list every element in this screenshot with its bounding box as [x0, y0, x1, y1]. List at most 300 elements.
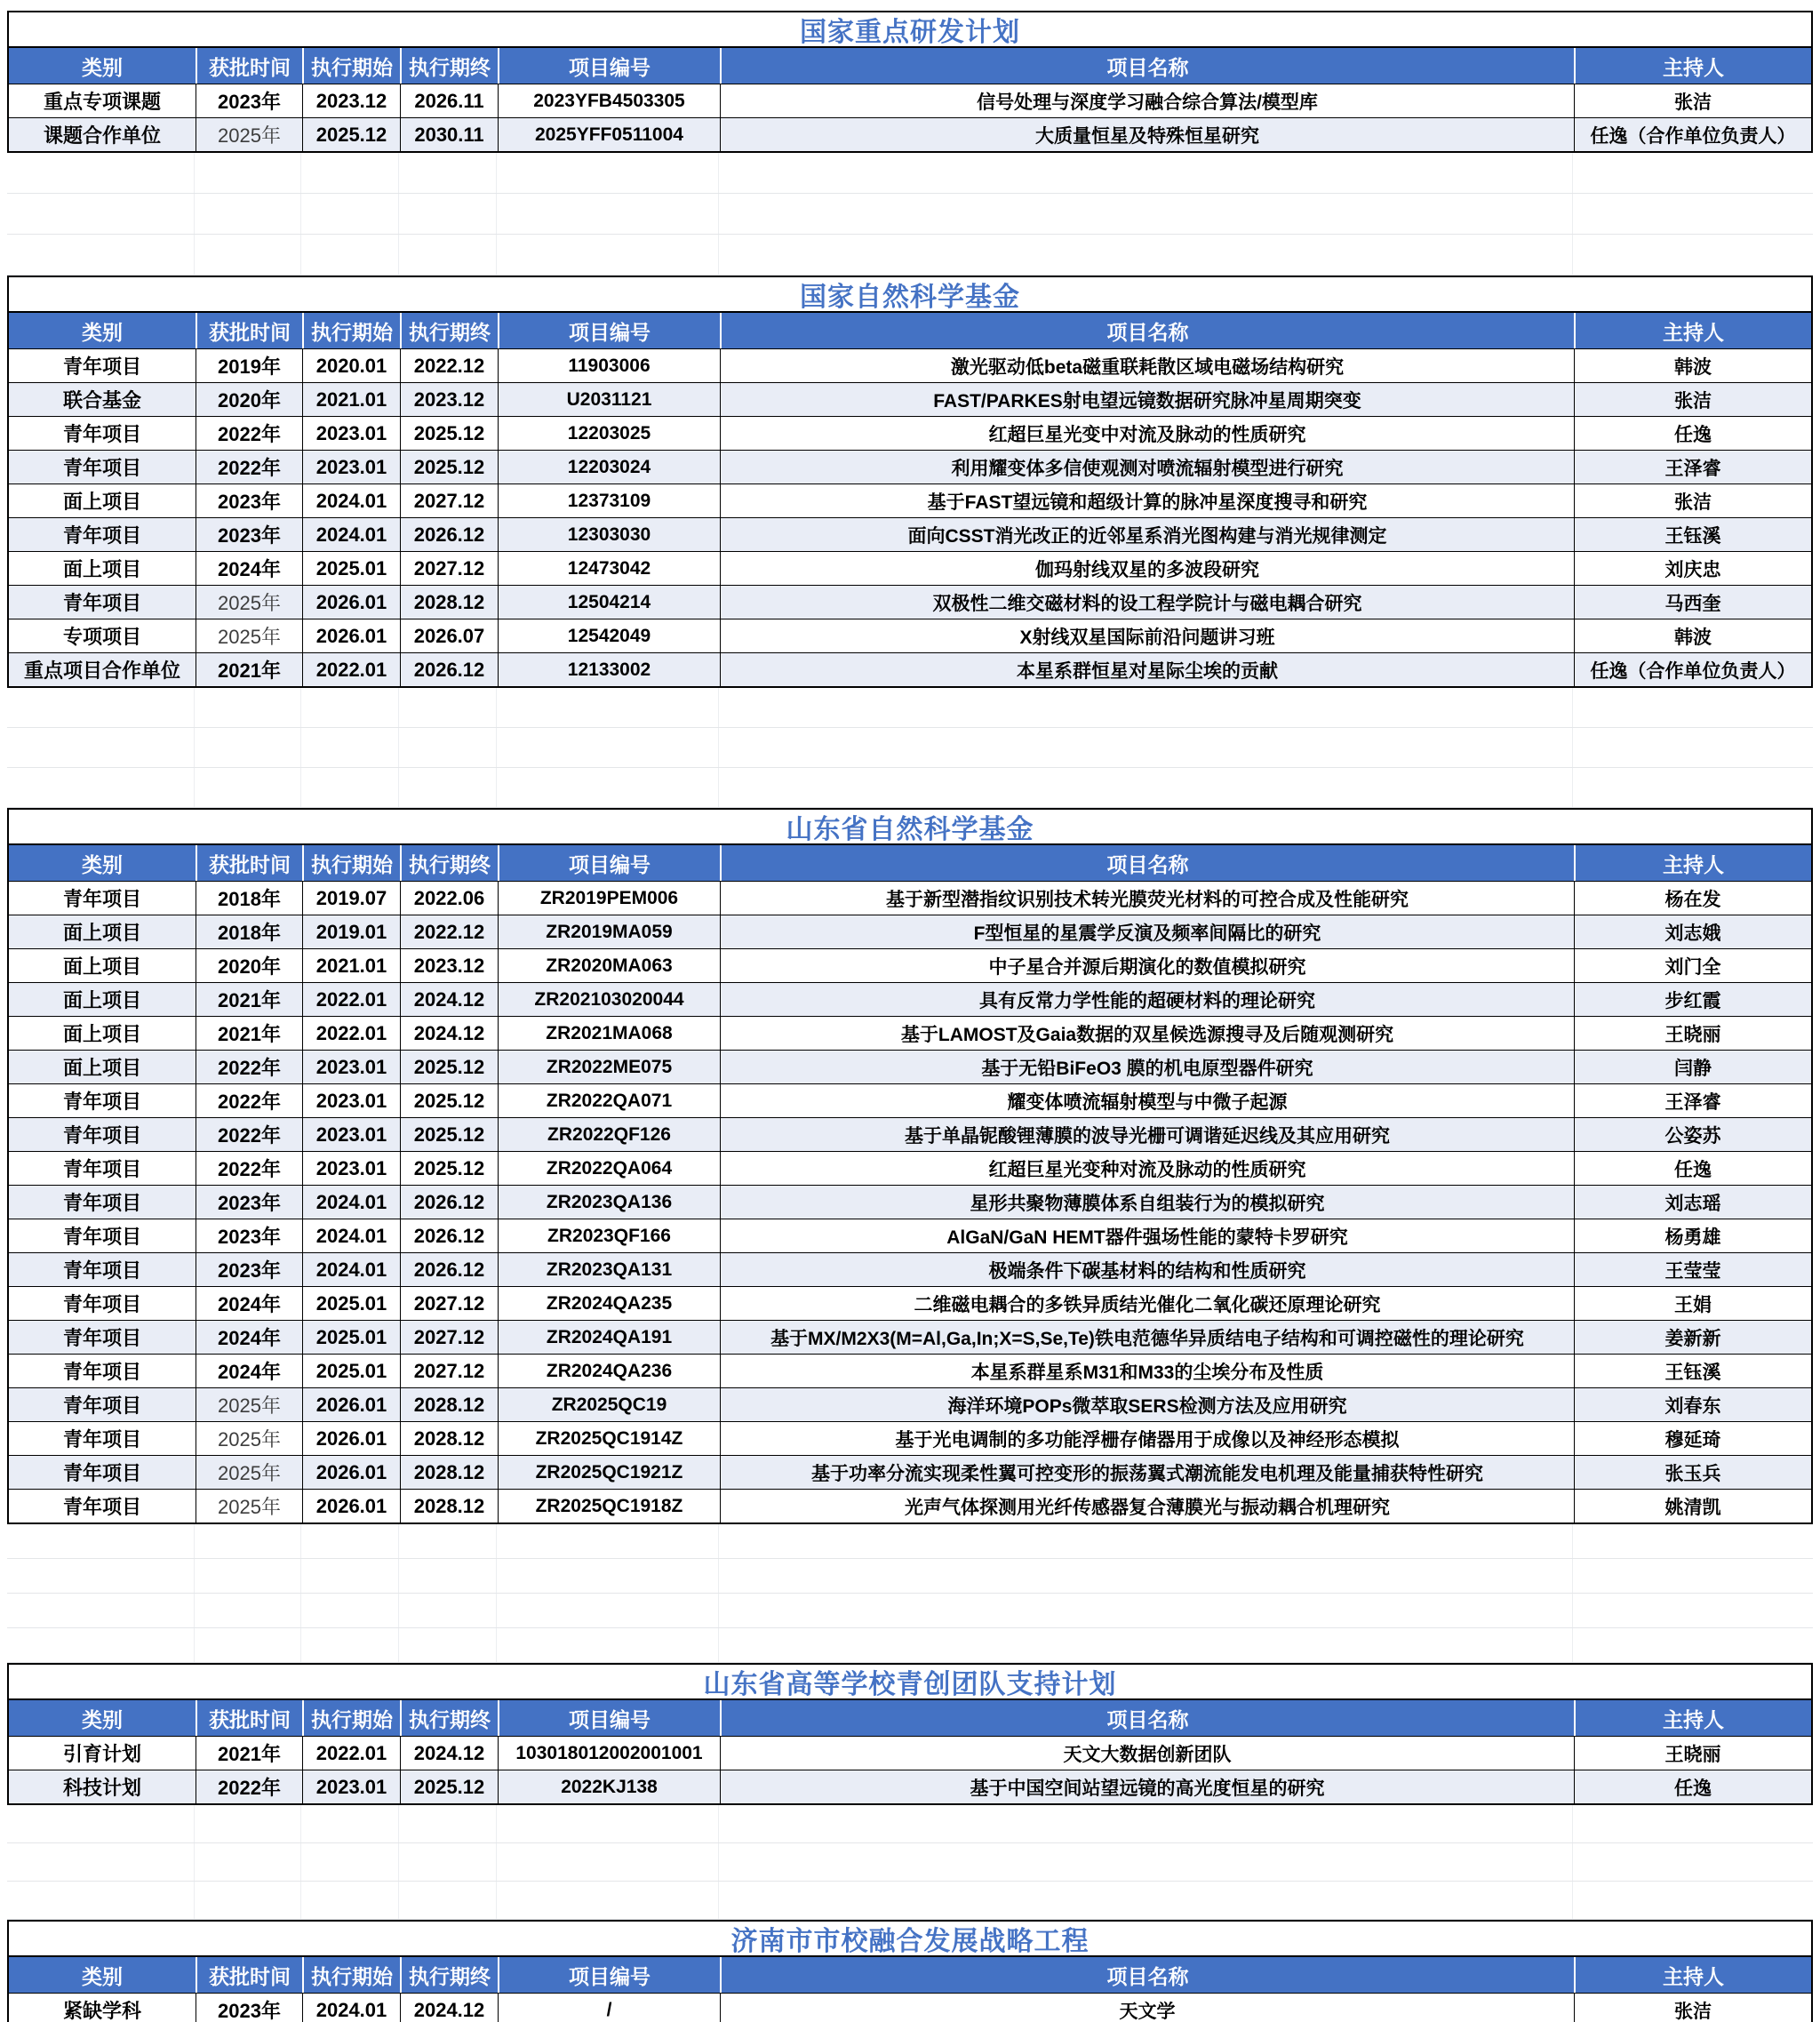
cell[interactable]: 张洁 [1574, 84, 1811, 117]
cell[interactable]: 张洁 [1574, 1994, 1811, 2022]
cell[interactable]: 2025.12 [400, 1152, 498, 1185]
cell[interactable]: 2026.12 [400, 1253, 498, 1286]
cell[interactable]: 面上项目 [62, 491, 141, 513]
empty-cell[interactable] [300, 153, 398, 193]
empty-cell[interactable] [718, 728, 1572, 767]
column-header[interactable]: 执行期终 [400, 48, 498, 84]
empty-cell[interactable] [496, 688, 718, 727]
empty-cell[interactable] [300, 235, 398, 275]
empty-cell[interactable] [194, 1882, 300, 1919]
empty-cell[interactable] [300, 728, 398, 767]
empty-cell[interactable] [398, 688, 496, 727]
cell[interactable]: ZR2022QF126 [498, 1118, 720, 1151]
cell[interactable]: X射线双星国际前沿问题讲习班 [720, 619, 1574, 652]
cell[interactable]: 任逸 [1574, 1152, 1811, 1185]
empty-cell[interactable] [718, 1559, 1572, 1593]
cell[interactable]: 青年项目 [62, 423, 141, 445]
cell[interactable]: 2022.12 [400, 915, 498, 948]
cell[interactable]: 2025.12 [400, 1770, 498, 1803]
cell[interactable]: 2023年 [196, 1219, 302, 1252]
cell[interactable]: 12203024 [498, 451, 720, 484]
section-title[interactable]: 山东省高等学校青创团队支持计划 [9, 1665, 1811, 1700]
cell[interactable]: 11903006 [498, 349, 720, 382]
cell[interactable]: 12504214 [498, 586, 720, 619]
cell[interactable]: U2031121 [498, 383, 720, 416]
cell[interactable]: 2025年 [196, 619, 302, 652]
cell[interactable]: 2024.01 [302, 1219, 400, 1252]
cell[interactable]: 王泽睿 [1574, 451, 1811, 484]
empty-cell[interactable] [718, 153, 1572, 193]
cell[interactable]: ZR2022QA064 [498, 1152, 720, 1185]
empty-cell[interactable] [300, 1559, 398, 1593]
cell[interactable]: 2026.12 [400, 518, 498, 551]
empty-cell[interactable] [496, 1524, 718, 1558]
cell[interactable]: 联合基金 [62, 389, 141, 412]
cell[interactable]: 2025年 [196, 1490, 302, 1522]
empty-cell[interactable] [718, 1882, 1572, 1919]
empty-cell[interactable] [7, 1843, 194, 1881]
cell[interactable]: 穆延琦 [1574, 1422, 1811, 1455]
cell[interactable]: ZR2019PEM006 [498, 882, 720, 915]
empty-cell[interactable] [300, 1882, 398, 1919]
cell[interactable]: 2023.12 [302, 84, 400, 117]
cell[interactable]: 科技计划 [62, 1777, 141, 1799]
cell[interactable]: 2025.12 [400, 451, 498, 484]
empty-cell[interactable] [7, 1805, 194, 1842]
column-header[interactable]: 获批时间 [196, 48, 302, 84]
cell[interactable]: 2024.01 [302, 1186, 400, 1219]
cell[interactable]: 面上项目 [62, 1023, 141, 1045]
cell[interactable]: 2023YFB4503305 [498, 84, 720, 117]
cell[interactable]: 2025年 [196, 1422, 302, 1455]
cell[interactable]: 姜新新 [1574, 1321, 1811, 1354]
empty-cell[interactable] [1572, 235, 1809, 275]
cell[interactable]: 青年项目 [62, 1293, 141, 1315]
cell[interactable]: ZR2020MA063 [498, 949, 720, 982]
cell[interactable]: 青年项目 [62, 1462, 141, 1484]
cell[interactable]: 青年项目 [62, 888, 141, 910]
cell[interactable]: 2025.12 [302, 118, 400, 151]
column-header[interactable]: 主持人 [1574, 1957, 1811, 1993]
cell[interactable]: 青年项目 [62, 1327, 141, 1349]
column-header[interactable]: 类别 [82, 852, 123, 876]
cell[interactable]: 2024.01 [302, 1253, 400, 1286]
empty-cell[interactable] [194, 153, 300, 193]
cell[interactable]: 2022年 [196, 1152, 302, 1185]
cell[interactable]: 韩波 [1574, 619, 1811, 652]
empty-cell[interactable] [718, 688, 1572, 727]
empty-cell[interactable] [300, 768, 398, 807]
column-header[interactable]: 项目编号 [498, 1957, 720, 1993]
cell[interactable]: 刘志瑶 [1574, 1186, 1811, 1219]
empty-cell[interactable] [300, 1843, 398, 1881]
column-header[interactable]: 主持人 [1574, 845, 1811, 881]
cell[interactable]: 本星系群星系M31和M33的尘埃分布及性质 [720, 1355, 1574, 1387]
cell[interactable]: 2030.11 [400, 118, 498, 151]
empty-cell[interactable] [496, 153, 718, 193]
cell[interactable]: 张洁 [1574, 484, 1811, 517]
empty-cell[interactable] [718, 1524, 1572, 1558]
empty-cell[interactable] [718, 235, 1572, 275]
cell[interactable]: 2026.11 [400, 84, 498, 117]
cell[interactable]: 2024年 [196, 1287, 302, 1320]
cell[interactable]: 2021年 [196, 1017, 302, 1050]
cell[interactable]: 基于功率分流实现柔性翼可控变形的振荡翼式潮流能发电机理及能量捕获特性研究 [720, 1456, 1574, 1489]
column-header[interactable]: 项目名称 [720, 48, 1574, 84]
cell[interactable]: 2021年 [196, 653, 302, 686]
cell[interactable]: 青年项目 [62, 1192, 141, 1214]
cell[interactable]: 2024.01 [302, 1994, 400, 2022]
cell[interactable]: ZR2021MA068 [498, 1017, 720, 1050]
cell[interactable]: ZR2022ME075 [498, 1051, 720, 1083]
column-header[interactable]: 执行期终 [400, 1700, 498, 1736]
empty-cell[interactable] [1572, 1843, 1809, 1881]
cell[interactable]: 2024.01 [302, 518, 400, 551]
cell[interactable]: 王泽睿 [1574, 1084, 1811, 1117]
cell[interactable]: 基于中国空间站望远镜的高光度恒星的研究 [720, 1770, 1574, 1803]
cell[interactable]: 2024.12 [400, 1994, 498, 2022]
column-header[interactable]: 主持人 [1574, 313, 1811, 348]
empty-cell[interactable] [7, 1524, 194, 1558]
cell[interactable]: ZR2023QA136 [498, 1186, 720, 1219]
empty-cell[interactable] [194, 1594, 300, 1627]
empty-cell[interactable] [398, 153, 496, 193]
empty-cell[interactable] [718, 1843, 1572, 1881]
cell[interactable]: 基于MX/M2X3(M=Al,Ga,In;X=S,Se,Te)铁电范德华异质结电子结构和可调控磁性的理论研究 [720, 1321, 1574, 1354]
column-header[interactable]: 获批时间 [196, 1957, 302, 1993]
cell[interactable]: 2022KJ138 [498, 1770, 720, 1803]
cell[interactable]: 2023年 [196, 1994, 302, 2022]
empty-cell[interactable] [398, 1843, 496, 1881]
cell[interactable]: 2022年 [196, 1084, 302, 1117]
cell[interactable]: 张洁 [1574, 383, 1811, 416]
column-header[interactable]: 类别 [82, 1964, 123, 1988]
cell[interactable]: 刘春东 [1574, 1388, 1811, 1421]
cell[interactable]: 刘庆忠 [1574, 552, 1811, 585]
cell[interactable]: 王钰溪 [1574, 1355, 1811, 1387]
empty-cell[interactable] [300, 194, 398, 234]
cell[interactable]: 红超巨星光变种对流及脉动的性质研究 [720, 1152, 1574, 1185]
cell[interactable]: 2026.07 [400, 619, 498, 652]
cell[interactable]: 2025.12 [400, 1084, 498, 1117]
empty-cell[interactable] [398, 768, 496, 807]
cell[interactable]: 青年项目 [62, 1091, 141, 1113]
cell[interactable]: 2019.01 [302, 915, 400, 948]
section-title[interactable]: 国家重点研发计划 [9, 12, 1811, 48]
cell[interactable]: 2026.01 [302, 1388, 400, 1421]
cell[interactable]: 2022.06 [400, 882, 498, 915]
cell[interactable]: 2021.01 [302, 949, 400, 982]
cell[interactable]: 2022年 [196, 1051, 302, 1083]
column-header[interactable]: 项目名称 [720, 1700, 1574, 1736]
cell[interactable]: 2018年 [196, 915, 302, 948]
cell[interactable]: 2025.01 [302, 1321, 400, 1354]
empty-cell[interactable] [1572, 1628, 1809, 1662]
cell[interactable]: 2027.12 [400, 484, 498, 517]
cell[interactable]: 2023年 [196, 1186, 302, 1219]
empty-cell[interactable] [1572, 1524, 1809, 1558]
cell[interactable]: 激光驱动低beta磁重联耗散区域电磁场结构研究 [720, 349, 1574, 382]
cell[interactable]: 基于新型潜指纹识别技术转光膜荧光材料的可控合成及性能研究 [720, 882, 1574, 915]
cell[interactable]: 双极性二维交磁材料的设工程学院计与磁电耦合研究 [720, 586, 1574, 619]
empty-cell[interactable] [194, 1628, 300, 1662]
cell[interactable]: 青年项目 [62, 1395, 141, 1417]
cell[interactable]: 2023年 [196, 518, 302, 551]
empty-cell[interactable] [398, 1628, 496, 1662]
empty-cell[interactable] [496, 1559, 718, 1593]
cell[interactable]: 基于LAMOST及Gaia数据的双星候选源搜寻及后随观测研究 [720, 1017, 1574, 1050]
cell[interactable]: 2026.01 [302, 1490, 400, 1522]
cell[interactable]: 刘门全 [1574, 949, 1811, 982]
cell[interactable]: 任逸（合作单位负责人） [1574, 118, 1811, 151]
cell[interactable]: 青年项目 [62, 1158, 141, 1180]
cell[interactable]: 紧缺学科 [62, 2000, 141, 2022]
cell[interactable]: 2026.01 [302, 619, 400, 652]
cell[interactable]: ZR2025QC1914Z [498, 1422, 720, 1455]
column-header[interactable]: 获批时间 [196, 1700, 302, 1736]
cell[interactable]: 步红霞 [1574, 983, 1811, 1016]
cell[interactable]: 公姿苏 [1574, 1118, 1811, 1151]
column-header[interactable]: 项目名称 [720, 845, 1574, 881]
cell[interactable]: 2019年 [196, 349, 302, 382]
cell[interactable]: 基于光电调制的多功能浮栅存储器用于成像以及神经形态模拟 [720, 1422, 1574, 1455]
empty-cell[interactable] [1572, 1882, 1809, 1919]
empty-cell[interactable] [7, 153, 194, 193]
empty-cell[interactable] [1572, 688, 1809, 727]
cell[interactable]: 青年项目 [62, 1226, 141, 1248]
cell[interactable]: 任逸 [1574, 417, 1811, 450]
cell[interactable]: F型恒星的星震学反演及频率间隔比的研究 [720, 915, 1574, 948]
cell[interactable]: 光声气体探测用光纤传感器复合薄膜光与振动耦合机理研究 [720, 1490, 1574, 1522]
column-header[interactable]: 主持人 [1574, 48, 1811, 84]
cell[interactable]: 2024年 [196, 1321, 302, 1354]
cell[interactable]: 具有反常力学性能的超硬材料的理论研究 [720, 983, 1574, 1016]
empty-cell[interactable] [496, 1843, 718, 1881]
cell[interactable]: 青年项目 [62, 457, 141, 479]
empty-cell[interactable] [496, 1805, 718, 1842]
cell[interactable]: 2018年 [196, 882, 302, 915]
section-title[interactable]: 济南市市校融合发展战略工程 [9, 1922, 1811, 1957]
empty-cell[interactable] [7, 768, 194, 807]
cell[interactable]: 基于FAST望远镜和超级计算的脉冲星深度搜寻和研究 [720, 484, 1574, 517]
column-header[interactable]: 项目编号 [498, 845, 720, 881]
cell[interactable]: 12473042 [498, 552, 720, 585]
section-title[interactable]: 山东省自然科学基金 [9, 810, 1811, 845]
cell[interactable]: 2020年 [196, 949, 302, 982]
cell[interactable]: 面上项目 [62, 922, 141, 944]
cell[interactable]: 马西奎 [1574, 586, 1811, 619]
column-header[interactable]: 类别 [82, 320, 123, 344]
empty-cell[interactable] [398, 728, 496, 767]
cell[interactable]: 青年项目 [62, 1124, 141, 1147]
column-header[interactable]: 执行期始 [302, 1700, 400, 1736]
empty-cell[interactable] [398, 194, 496, 234]
cell[interactable]: 2025年 [196, 1388, 302, 1421]
empty-cell[interactable] [1572, 768, 1809, 807]
empty-cell[interactable] [194, 235, 300, 275]
cell[interactable]: 2028.12 [400, 1388, 498, 1421]
cell[interactable]: 2023.01 [302, 1084, 400, 1117]
cell[interactable]: FAST/PARKES射电望远镜数据研究脉冲星周期突变 [720, 383, 1574, 416]
cell[interactable]: 王钰溪 [1574, 518, 1811, 551]
cell[interactable]: 2023.01 [302, 1770, 400, 1803]
empty-cell[interactable] [194, 728, 300, 767]
cell[interactable]: 任逸（合作单位负责人） [1574, 653, 1811, 686]
cell[interactable]: 2027.12 [400, 1287, 498, 1320]
cell[interactable]: 韩波 [1574, 349, 1811, 382]
empty-cell[interactable] [496, 728, 718, 767]
empty-cell[interactable] [194, 688, 300, 727]
empty-cell[interactable] [496, 1628, 718, 1662]
cell[interactable]: 面上项目 [62, 955, 141, 978]
cell[interactable]: 2028.12 [400, 586, 498, 619]
cell[interactable]: 青年项目 [62, 1496, 141, 1518]
empty-cell[interactable] [300, 1524, 398, 1558]
empty-cell[interactable] [194, 194, 300, 234]
cell[interactable]: 2026.01 [302, 1456, 400, 1489]
empty-cell[interactable] [1572, 194, 1809, 234]
cell[interactable]: 王莹莹 [1574, 1253, 1811, 1286]
empty-cell[interactable] [300, 1805, 398, 1842]
cell[interactable]: 2028.12 [400, 1422, 498, 1455]
cell[interactable]: 2025.01 [302, 552, 400, 585]
cell[interactable]: 2022.01 [302, 653, 400, 686]
cell[interactable]: 2026.01 [302, 1422, 400, 1455]
cell[interactable]: 2026.12 [400, 1186, 498, 1219]
cell[interactable]: 2025.12 [400, 417, 498, 450]
empty-cell[interactable] [7, 1628, 194, 1662]
cell[interactable]: 12542049 [498, 619, 720, 652]
cell[interactable]: 2023年 [196, 84, 302, 117]
cell[interactable]: 刘志娥 [1574, 915, 1811, 948]
cell[interactable]: 2021年 [196, 983, 302, 1016]
cell[interactable]: AlGaN/GaN HEMT器件强场性能的蒙特卡罗研究 [720, 1219, 1574, 1252]
empty-cell[interactable] [1572, 1594, 1809, 1627]
cell[interactable]: 2026.12 [400, 1219, 498, 1252]
cell[interactable]: ZR202103020044 [498, 983, 720, 1016]
empty-cell[interactable] [194, 1559, 300, 1593]
cell[interactable]: 中子星合并源后期演化的数值模拟研究 [720, 949, 1574, 982]
empty-cell[interactable] [7, 194, 194, 234]
empty-cell[interactable] [300, 1594, 398, 1627]
cell[interactable]: 王晓丽 [1574, 1017, 1811, 1050]
empty-cell[interactable] [398, 1805, 496, 1842]
empty-cell[interactable] [194, 1843, 300, 1881]
cell[interactable]: 课题合作单位 [43, 124, 161, 147]
column-header[interactable]: 执行期始 [302, 313, 400, 348]
cell[interactable]: 2023.12 [400, 949, 498, 982]
empty-cell[interactable] [398, 235, 496, 275]
empty-cell[interactable] [718, 1805, 1572, 1842]
empty-cell[interactable] [1572, 153, 1809, 193]
cell[interactable]: 基于单晶铌酸锂薄膜的波导光栅可调谐延迟线及其应用研究 [720, 1118, 1574, 1151]
cell[interactable]: ZR2022QA071 [498, 1084, 720, 1117]
cell[interactable]: 2027.12 [400, 1355, 498, 1387]
column-header[interactable]: 执行期始 [302, 1957, 400, 1993]
empty-cell[interactable] [7, 1882, 194, 1919]
cell[interactable]: 12373109 [498, 484, 720, 517]
cell[interactable]: 伽玛射线双星的多波段研究 [720, 552, 1574, 585]
cell[interactable]: 2025年 [196, 118, 302, 151]
empty-cell[interactable] [194, 768, 300, 807]
cell[interactable]: 2027.12 [400, 552, 498, 585]
cell[interactable]: 重点项目合作单位 [23, 659, 180, 682]
column-header[interactable]: 主持人 [1574, 1700, 1811, 1736]
column-header[interactable]: 执行期终 [400, 845, 498, 881]
cell[interactable]: 12303030 [498, 518, 720, 551]
cell[interactable]: 杨在发 [1574, 882, 1811, 915]
cell[interactable]: 2022年 [196, 1770, 302, 1803]
cell[interactable]: 王娟 [1574, 1287, 1811, 1320]
column-header[interactable]: 执行期终 [400, 313, 498, 348]
column-header[interactable]: 类别 [82, 1707, 123, 1731]
cell[interactable]: 2023.01 [302, 1152, 400, 1185]
cell[interactable]: 青年项目 [62, 524, 141, 547]
empty-cell[interactable] [300, 1628, 398, 1662]
cell[interactable]: 信号处理与深度学习融合综合算法/模型库 [720, 84, 1574, 117]
cell[interactable]: 2022.01 [302, 983, 400, 1016]
cell[interactable]: ZR2024QA235 [498, 1287, 720, 1320]
empty-cell[interactable] [398, 1594, 496, 1627]
empty-cell[interactable] [718, 194, 1572, 234]
cell[interactable]: 2028.12 [400, 1490, 498, 1522]
cell[interactable]: 2026.01 [302, 586, 400, 619]
cell[interactable]: ZR2024QA236 [498, 1355, 720, 1387]
empty-cell[interactable] [496, 1882, 718, 1919]
column-header[interactable]: 项目编号 [498, 313, 720, 348]
cell[interactable]: ZR2025QC1918Z [498, 1490, 720, 1522]
empty-cell[interactable] [496, 1594, 718, 1627]
cell[interactable]: 2023.01 [302, 1118, 400, 1151]
cell[interactable]: ZR2023QA131 [498, 1253, 720, 1286]
empty-cell[interactable] [194, 1805, 300, 1842]
empty-cell[interactable] [496, 235, 718, 275]
cell[interactable]: 基于无铅BiFeO3 膜的机电原型器件研究 [720, 1051, 1574, 1083]
cell[interactable]: 2023.12 [400, 383, 498, 416]
cell[interactable]: 12203025 [498, 417, 720, 450]
empty-cell[interactable] [194, 1524, 300, 1558]
cell[interactable]: 红超巨星光变中对流及脉动的性质研究 [720, 417, 1574, 450]
cell[interactable]: 2025年 [196, 1456, 302, 1489]
cell[interactable]: 张玉兵 [1574, 1456, 1811, 1489]
cell[interactable]: 2022.01 [302, 1737, 400, 1770]
empty-cell[interactable] [1572, 1805, 1809, 1842]
empty-cell[interactable] [398, 1882, 496, 1919]
cell[interactable]: 闫静 [1574, 1051, 1811, 1083]
cell[interactable]: 面向CSST消光改正的近邻星系消光图构建与消光规律测定 [720, 518, 1574, 551]
cell[interactable]: 二维磁电耦合的多铁异质结光催化二氧化碳还原理论研究 [720, 1287, 1574, 1320]
cell[interactable]: 2025YFF0511004 [498, 118, 720, 151]
cell[interactable]: 2019.07 [302, 882, 400, 915]
cell[interactable]: 2022.01 [302, 1017, 400, 1050]
cell[interactable]: 2023年 [196, 484, 302, 517]
cell[interactable]: 本星系群恒星对星际尘埃的贡献 [720, 653, 1574, 686]
cell[interactable]: 2024.12 [400, 1017, 498, 1050]
cell[interactable]: ZR2025QC19 [498, 1388, 720, 1421]
cell[interactable]: 2021年 [196, 1737, 302, 1770]
empty-cell[interactable] [7, 1594, 194, 1627]
cell[interactable]: 青年项目 [62, 592, 141, 614]
cell[interactable]: 青年项目 [62, 1428, 141, 1451]
cell[interactable]: 利用耀变体多信使观测对喷流辐射模型进行研究 [720, 451, 1574, 484]
cell[interactable]: 2027.12 [400, 1321, 498, 1354]
empty-cell[interactable] [7, 235, 194, 275]
cell[interactable]: 2022年 [196, 451, 302, 484]
empty-cell[interactable] [398, 1559, 496, 1593]
cell[interactable]: 12133002 [498, 653, 720, 686]
cell[interactable]: 极端条件下碳基材料的结构和性质研究 [720, 1253, 1574, 1286]
empty-cell[interactable] [1572, 1559, 1809, 1593]
